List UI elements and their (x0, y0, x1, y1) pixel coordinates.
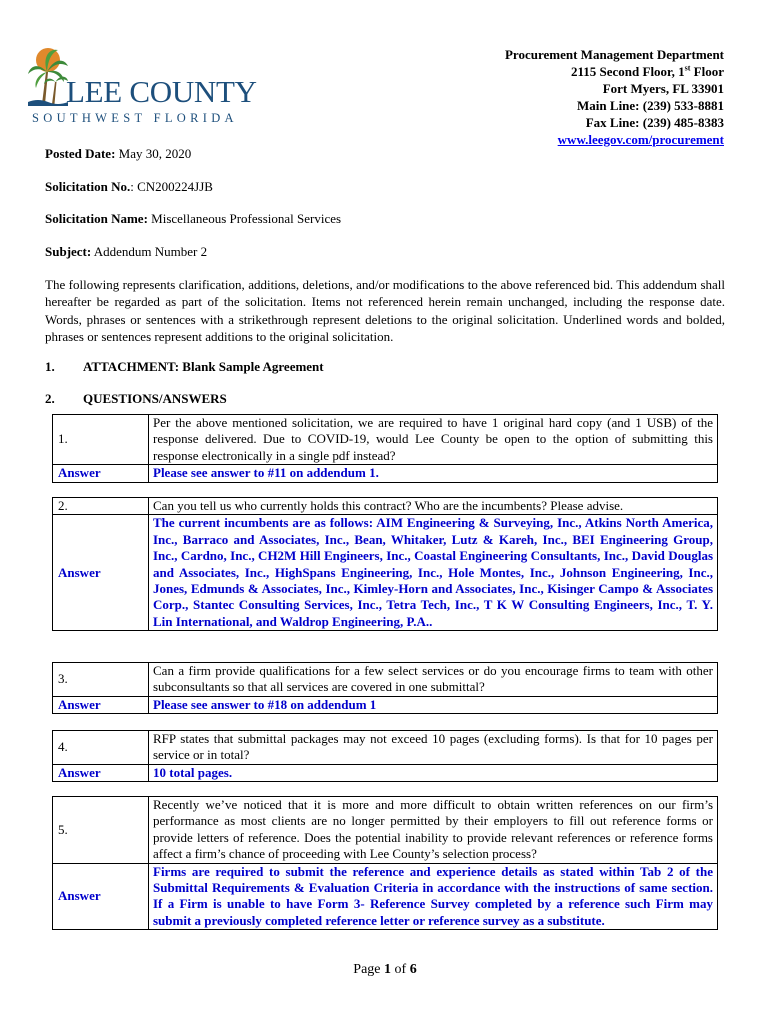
qa-table-3 (52, 662, 718, 714)
lee-county-logo (28, 44, 257, 126)
page-number: Page 1 of 6 (353, 962, 417, 977)
section-questions-answers: 2. QUESTIONS/ANSWERS (45, 391, 227, 406)
qa-table-1 (52, 414, 718, 483)
subject: Subject: Addendum Number 2 (45, 244, 208, 259)
question-text: RFP states that submittal packages may not exceed 10 pages (excluding forms). Is that for 10 pages per service or in total? (149, 731, 718, 765)
question-number: 1. (53, 415, 149, 465)
qa-table-2 (52, 497, 718, 631)
question-number: 3. (53, 663, 149, 697)
qa-table-5 (52, 796, 718, 930)
answer-text: Firms are required to submit the reference and experience details as stated within Tab 2 of the Submittal Requirements & Evaluation Criteria in accordance with the instructions of same section. If a Firm is unable to have Form 3- Reference Survey completed by a reference such Firm may submit a previously completed reference letter or reference survey as a substitute. (149, 863, 718, 930)
solicitation-number: Solicitation No.: CN200224JJB (45, 179, 213, 194)
answer-label: Answer (53, 863, 149, 930)
department-address-block (505, 46, 724, 148)
answer-text: Please see answer to #18 on addendum 1 (149, 696, 718, 713)
question-text: Per the above mentioned solicitation, we are required to have 1 original hard copy (and 1 USB) of the response delivered. Due to COVID-19, would Lee County be open to the option of submitting this response electronically in a single pdf instead? (149, 415, 718, 465)
logo-name: LEE COUNTY (66, 74, 257, 109)
answer-label: Answer (53, 764, 149, 781)
qa-table-4 (52, 730, 718, 782)
question-number: 5. (53, 797, 149, 864)
answer-label: Answer (53, 696, 149, 713)
question-text: Can you tell us who currently holds this contract? Who are the incumbents? Please advise. (149, 498, 718, 515)
logo-tagline: SOUTHWEST FLORIDA (32, 111, 238, 125)
question-number: 4. (53, 731, 149, 765)
question-number: 2. (53, 498, 149, 515)
question-text: Can a firm provide qualifications for a few select services or do you encourage firms to team with other subconsultants so that all services are covered in one submittal? (149, 663, 718, 697)
answer-text: Please see answer to #11 on addendum 1. (149, 465, 718, 482)
procurement-website-link[interactable]: www.leegov.com/procurement (557, 132, 724, 147)
department-name: Procurement Management Department (504, 47, 724, 62)
question-text: Recently we’ve noticed that it is more and more difficult to obtain written references on our firm’s performance as most clients are no longer permitted by their employers to fill out reference forms or provide letters of reference. Does the potential inability to provide relevant references or reference forms affect a firm’s chance of proceeding with Lee County’s selection process? (149, 797, 718, 864)
answer-text: The current incumbents are as follows: AIM Engineering & Surveying, Inc., Atkins North America, Inc., Barraco and Associates, Inc., Bean, Whitaker, Lutz & Kareh, Inc., BEI Engineering Group, Inc., Cardno, Inc., CH2M Hill Engineers, Inc., Coastal Engineering Consultants, Inc., David Douglas and Associates, Inc., HighSpans Engineering, Inc., Hole Montes, Inc., Johnson Engineering, Inc., Jones, Edmunds & Associates, Inc., Kimley-Horn and Associates, Inc., Kisinger Campo & Associates Corp., Stantec Consulting Services, Inc., Tetra Tech, Inc., T K W Consulting Engineers, Inc., T. Y. Lin International, and Waldrop Engineering, P.A.. (149, 515, 718, 631)
intro-paragraph: The following represents clarification, additions, deletions, and/or modifications to the above referenced bid. This addendum shall hereafter be regarded as part of the solicitation. Items not referenced herein remain unchanged, including the response date. Words, phrases or sentences with a strikethrough represent deletions to the original solicitation. Underlined words and bolded, phrases or sentences represent additions to the original solicitation. (45, 277, 725, 344)
main-phone: Main Line: (239) 533-8881 (577, 98, 724, 113)
section-attachment: 1. ATTACHMENT: Blank Sample Agreement (45, 359, 324, 374)
department-address: 2115 Second Floor, 1st Floor (570, 63, 724, 79)
department-city: Fort Myers, FL 33901 (602, 81, 724, 96)
posted-date: Posted Date: May 30, 2020 (45, 146, 192, 161)
solicitation-name: Solicitation Name: Miscellaneous Professional Services (45, 211, 342, 226)
answer-label: Answer (53, 515, 149, 631)
answer-text: 10 total pages. (149, 764, 718, 781)
fax-number: Fax Line: (239) 485-8383 (585, 115, 724, 130)
answer-label: Answer (53, 465, 149, 482)
